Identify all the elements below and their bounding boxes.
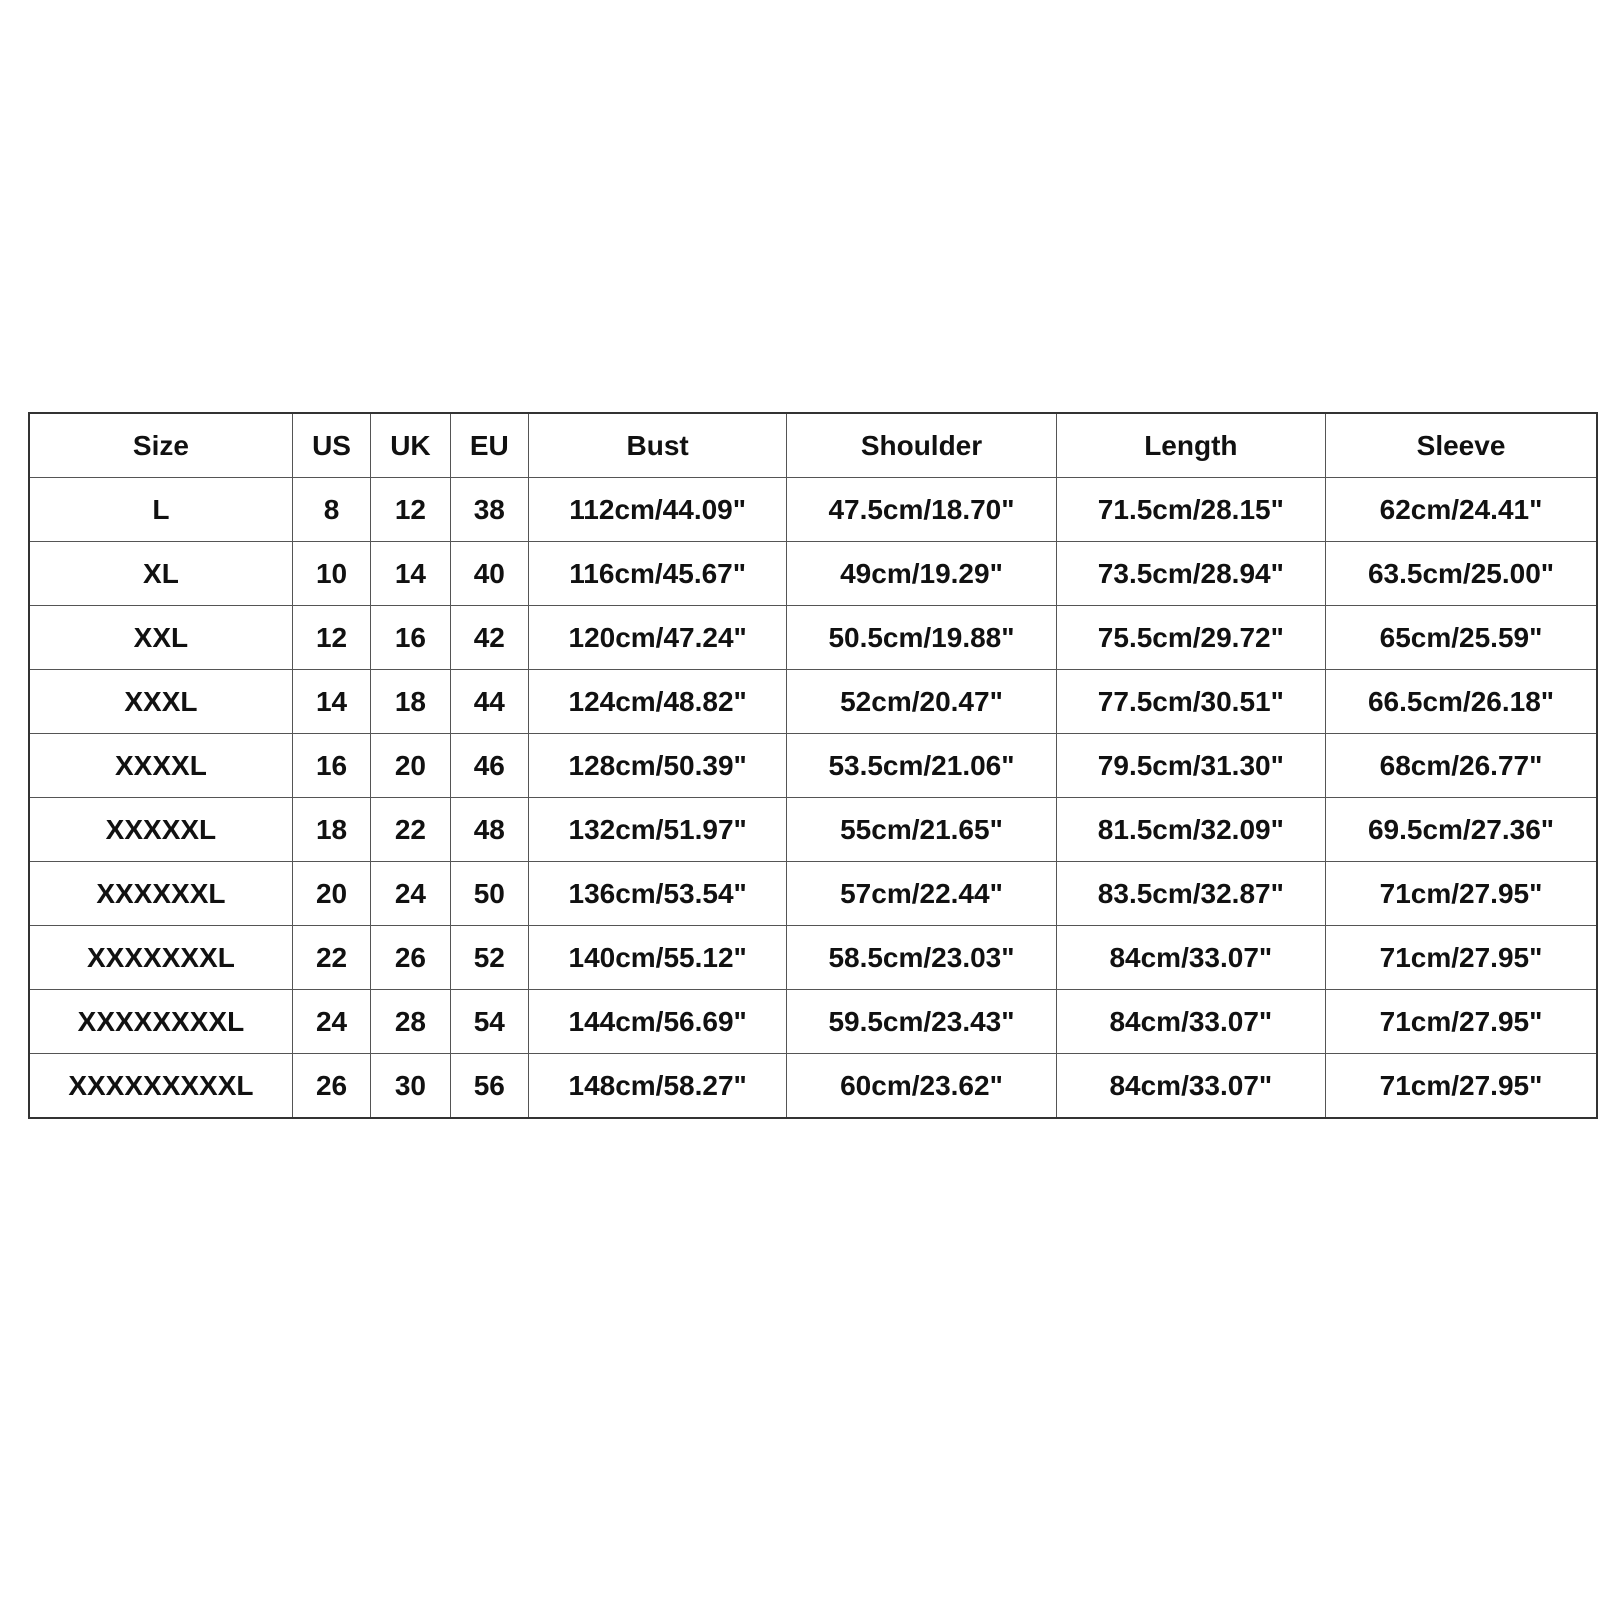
cell-shoulder: 60cm/23.62": [787, 1054, 1056, 1119]
cell-sleeve: 71cm/27.95": [1326, 862, 1597, 926]
cell-shoulder: 50.5cm/19.88": [787, 606, 1056, 670]
cell-length: 75.5cm/29.72": [1056, 606, 1325, 670]
cell-size: XXXL: [29, 670, 292, 734]
cell-size: XXXXXXXXL: [29, 990, 292, 1054]
table-row: [29, 798, 1597, 862]
cell-bust: 128cm/50.39": [529, 734, 787, 798]
table-row: [29, 990, 1597, 1054]
cell-uk: 18: [371, 670, 450, 734]
cell-bust: 132cm/51.97": [529, 798, 787, 862]
cell-sleeve: 65cm/25.59": [1326, 606, 1597, 670]
cell-eu: 42: [450, 606, 528, 670]
cell-eu: 38: [450, 478, 528, 542]
cell-size: L: [29, 478, 292, 542]
cell-us: 26: [292, 1054, 370, 1119]
cell-shoulder: 47.5cm/18.70": [787, 478, 1056, 542]
table-row: [29, 606, 1597, 670]
cell-uk: 20: [371, 734, 450, 798]
cell-eu: 54: [450, 990, 528, 1054]
cell-shoulder: 53.5cm/21.06": [787, 734, 1056, 798]
cell-us: 22: [292, 926, 370, 990]
cell-us: 16: [292, 734, 370, 798]
cell-size: XXXXXL: [29, 798, 292, 862]
cell-length: 73.5cm/28.94": [1056, 542, 1325, 606]
cell-size: XL: [29, 542, 292, 606]
cell-us: 8: [292, 478, 370, 542]
cell-shoulder: 49cm/19.29": [787, 542, 1056, 606]
cell-uk: 22: [371, 798, 450, 862]
cell-size: XXXXXXXL: [29, 926, 292, 990]
cell-length: 71.5cm/28.15": [1056, 478, 1325, 542]
cell-us: 20: [292, 862, 370, 926]
cell-size: XXXXXXXXXL: [29, 1054, 292, 1119]
cell-shoulder: 57cm/22.44": [787, 862, 1056, 926]
cell-bust: 136cm/53.54": [529, 862, 787, 926]
header-bust: Bust: [529, 413, 787, 478]
cell-length: 79.5cm/31.30": [1056, 734, 1325, 798]
cell-bust: 116cm/45.67": [529, 542, 787, 606]
cell-size: XXXXL: [29, 734, 292, 798]
cell-length: 77.5cm/30.51": [1056, 670, 1325, 734]
cell-eu: 44: [450, 670, 528, 734]
cell-us: 18: [292, 798, 370, 862]
cell-shoulder: 58.5cm/23.03": [787, 926, 1056, 990]
header-length: Length: [1056, 413, 1325, 478]
cell-length: 84cm/33.07": [1056, 926, 1325, 990]
table-row: [29, 670, 1597, 734]
header-eu: EU: [450, 413, 528, 478]
cell-sleeve: 69.5cm/27.36": [1326, 798, 1597, 862]
table-header-row: [29, 413, 1597, 478]
cell-length: 81.5cm/32.09": [1056, 798, 1325, 862]
header-shoulder: Shoulder: [787, 413, 1056, 478]
cell-uk: 16: [371, 606, 450, 670]
cell-length: 84cm/33.07": [1056, 990, 1325, 1054]
table-row: [29, 1054, 1597, 1119]
cell-bust: 148cm/58.27": [529, 1054, 787, 1119]
cell-uk: 24: [371, 862, 450, 926]
cell-us: 24: [292, 990, 370, 1054]
cell-shoulder: 55cm/21.65": [787, 798, 1056, 862]
cell-bust: 144cm/56.69": [529, 990, 787, 1054]
cell-us: 10: [292, 542, 370, 606]
cell-size: XXL: [29, 606, 292, 670]
table-body: [29, 478, 1597, 1119]
header-us: US: [292, 413, 370, 478]
cell-eu: 52: [450, 926, 528, 990]
table-row: [29, 478, 1597, 542]
cell-size: XXXXXXL: [29, 862, 292, 926]
cell-eu: 50: [450, 862, 528, 926]
cell-length: 83.5cm/32.87": [1056, 862, 1325, 926]
cell-uk: 30: [371, 1054, 450, 1119]
table-row: [29, 862, 1597, 926]
table-row: [29, 542, 1597, 606]
table-row: [29, 734, 1597, 798]
size-chart-table: [28, 412, 1598, 1119]
cell-sleeve: 62cm/24.41": [1326, 478, 1597, 542]
cell-eu: 46: [450, 734, 528, 798]
cell-sleeve: 66.5cm/26.18": [1326, 670, 1597, 734]
table-row: [29, 926, 1597, 990]
cell-uk: 12: [371, 478, 450, 542]
cell-shoulder: 52cm/20.47": [787, 670, 1056, 734]
cell-bust: 112cm/44.09": [529, 478, 787, 542]
cell-uk: 28: [371, 990, 450, 1054]
cell-sleeve: 71cm/27.95": [1326, 990, 1597, 1054]
header-size: Size: [29, 413, 292, 478]
cell-length: 84cm/33.07": [1056, 1054, 1325, 1119]
cell-sleeve: 63.5cm/25.00": [1326, 542, 1597, 606]
cell-us: 14: [292, 670, 370, 734]
header-uk: UK: [371, 413, 450, 478]
cell-uk: 26: [371, 926, 450, 990]
cell-uk: 14: [371, 542, 450, 606]
cell-bust: 124cm/48.82": [529, 670, 787, 734]
cell-us: 12: [292, 606, 370, 670]
cell-sleeve: 71cm/27.95": [1326, 926, 1597, 990]
cell-sleeve: 71cm/27.95": [1326, 1054, 1597, 1119]
cell-eu: 56: [450, 1054, 528, 1119]
cell-eu: 40: [450, 542, 528, 606]
cell-eu: 48: [450, 798, 528, 862]
header-sleeve: Sleeve: [1326, 413, 1597, 478]
cell-bust: 140cm/55.12": [529, 926, 787, 990]
cell-sleeve: 68cm/26.77": [1326, 734, 1597, 798]
cell-shoulder: 59.5cm/23.43": [787, 990, 1056, 1054]
cell-bust: 120cm/47.24": [529, 606, 787, 670]
